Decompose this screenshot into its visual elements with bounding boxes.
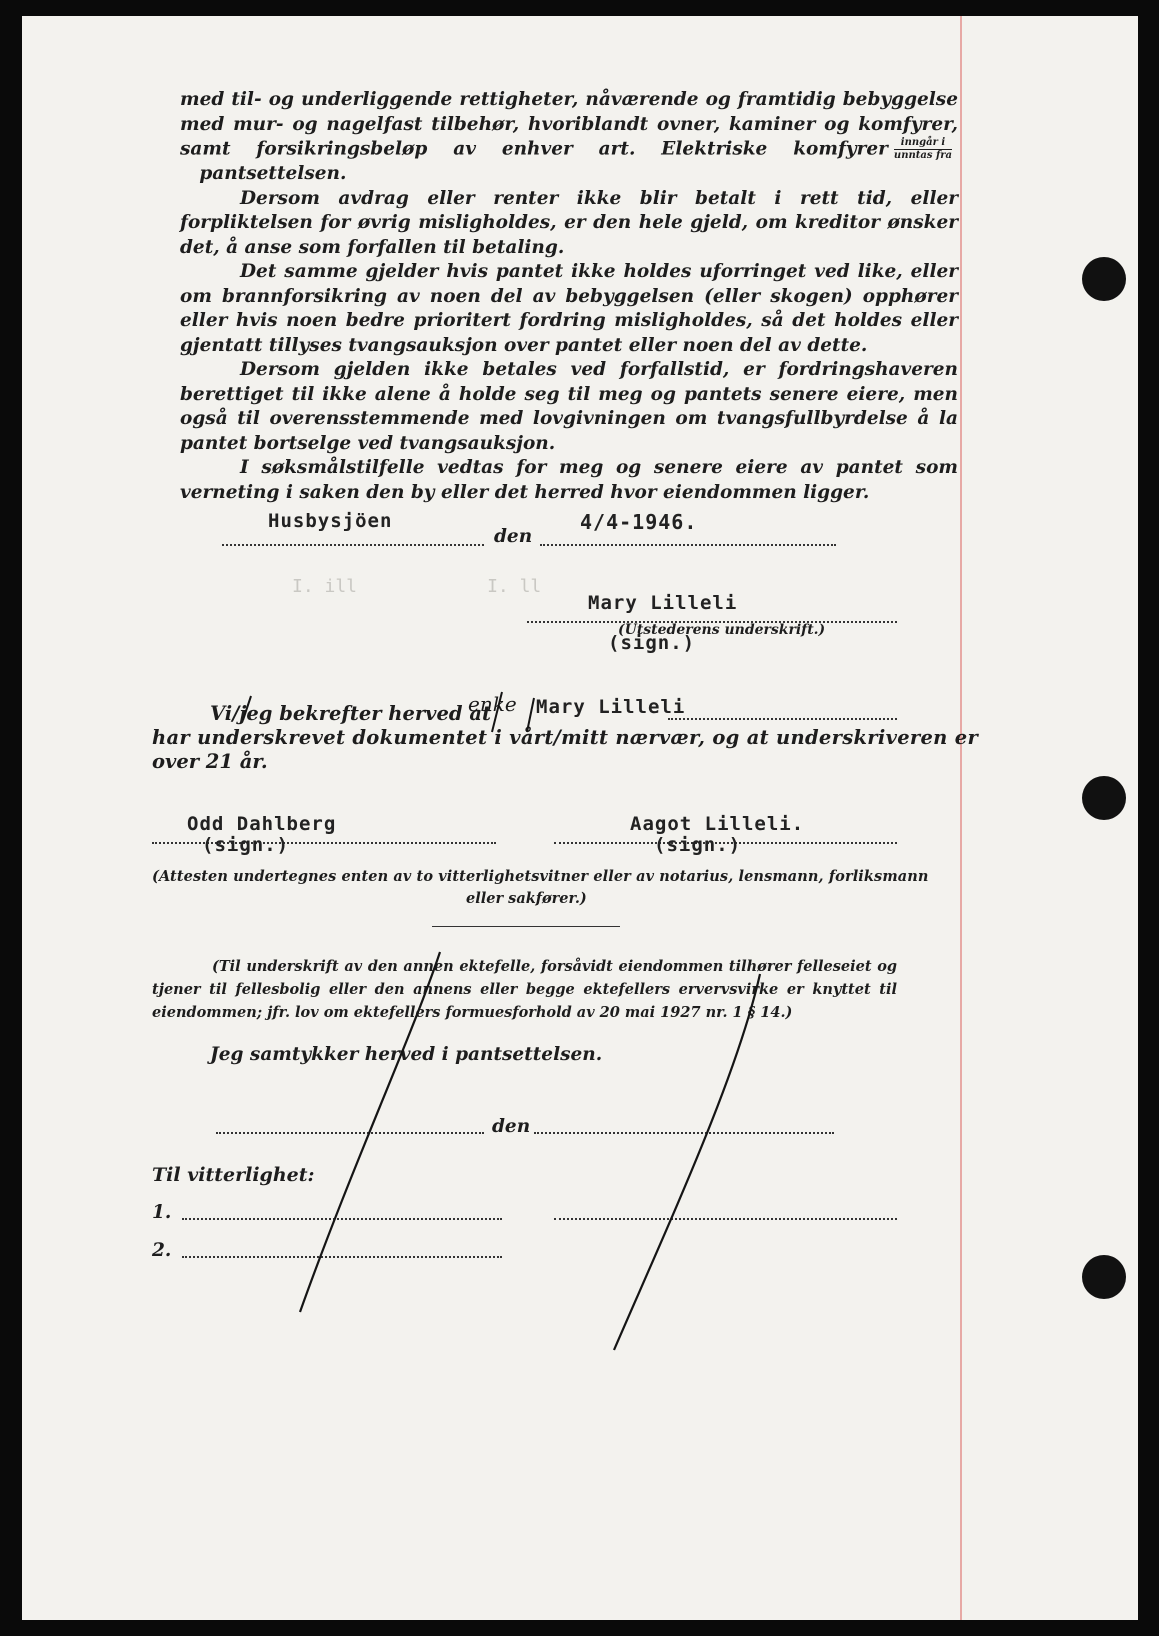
attest-note: (Attesten undertegnes enten av to vitterlighetsvitner eller av notarius, lensmann, forliksmann bbox=[152, 868, 929, 885]
til-vitterlighet-label: Til vitterlighet: bbox=[152, 1164, 315, 1186]
attest-note-2: eller sakfører.) bbox=[466, 890, 587, 907]
strike-vaart bbox=[492, 692, 534, 732]
witness-line-1-number: 1. bbox=[152, 1202, 172, 1223]
issuer-name: Mary Lilleli bbox=[588, 592, 738, 614]
issuer-sign: (sign.) bbox=[608, 632, 696, 654]
date-value: 4/4-1946. bbox=[580, 510, 698, 534]
document-page bbox=[22, 16, 1138, 1620]
paragraph-1: med til- og underliggende rettigheter, nåværende og framtidig bebyggelse med mur- og nagelfast tilbehør, hvoriblandt ovner, kaminer og komfyrer, samt forsikringsbeløp av enhver art. Elektriske komfyrer $\frac{\text{inngår i}}{\text{unntas fra}}$ pantsettelsen. bbox=[180, 89, 958, 184]
paragraph-3: Det samme gjelder hvis pantet ikke holdes uforringet ved like, eller om brannforsikring av noen del av bebyggelsen (eller skogen) opphører eller hvis noen bedre prioritert fordring misligholdes, så det holdes eller gjentatt tillyses tvangsauksjon over pantet eller noen del av dette. bbox=[180, 261, 958, 356]
witness-statement-name: Mary Lilleli bbox=[536, 696, 686, 718]
paragraph-5: I søksmålstilfelle vedtas for meg og senere eiere av pantet som verneting i saken den by eller det herred hvor eiendommen ligger. bbox=[180, 457, 958, 503]
consent-text: Jeg samtykker herved i pantsettelsen. bbox=[210, 1044, 603, 1065]
witness-statement-line-2: har underskrevet dokumentet i vårt/mitt nærvær, og at underskriveren er bbox=[152, 726, 979, 749]
witness-1-name: Odd Dahlberg bbox=[187, 813, 337, 835]
spouse-den-label: den bbox=[492, 1116, 531, 1137]
witness-statement-line-3: over 21 år. bbox=[152, 750, 268, 773]
issuer-caption: (Utstederens underskrift.) bbox=[618, 622, 826, 638]
fraction: $\frac{\text{inngår i}}{\text{unntas fra}}$ bbox=[893, 137, 952, 161]
handwritten-enke: enke bbox=[468, 692, 517, 716]
strikethrough-marks bbox=[22, 16, 1138, 1620]
bleed-through: I. ill I. ll bbox=[292, 576, 542, 597]
place-value: Husbysjöen bbox=[268, 510, 393, 532]
strike-left bbox=[300, 952, 440, 1312]
spouse-note-text: (Til underskrift av den annen ektefelle, forsåvidt eiendommen tilhører felleseiet og tjener til fellesbolig eller den annens eller begge ektefellers ervervsvirke er knyttet til eiendommen; jfr. lov om ektefellers formuesforhold av 20 mai 1927 nr. 1 § 14.) bbox=[152, 958, 897, 1021]
den-label: den bbox=[494, 526, 533, 547]
witness-1-sign: (sign.) bbox=[202, 834, 290, 856]
strike-right bbox=[614, 974, 760, 1350]
strike-jeg bbox=[243, 696, 251, 720]
paragraph-2: Dersom avdrag eller renter ikke blir betalt i rett tid, eller forpliktelsen for øvrig misligholdes, er den hele gjeld, om kreditor ønsker det, å anse som forfallen til betaling. bbox=[180, 187, 958, 258]
witness-2-sign: (sign.) bbox=[654, 834, 742, 856]
witness-line-2-number: 2. bbox=[152, 1240, 172, 1261]
witness-statement-prefix: Vi/jeg bekrefter herved at bbox=[210, 702, 491, 725]
paragraph-4: Dersom gjelden ikke betales ved forfallstid, er fordringshaveren berettiget til ikke alene å holde seg til meg og pantets senere eiere, men også til overensstemmende med lovgivningen om tvangsfullbyrdelse å la pantet bortselge ved tvangsauksjon. bbox=[180, 359, 958, 454]
witness-2-name: Aagot Lilleli. bbox=[630, 813, 805, 835]
